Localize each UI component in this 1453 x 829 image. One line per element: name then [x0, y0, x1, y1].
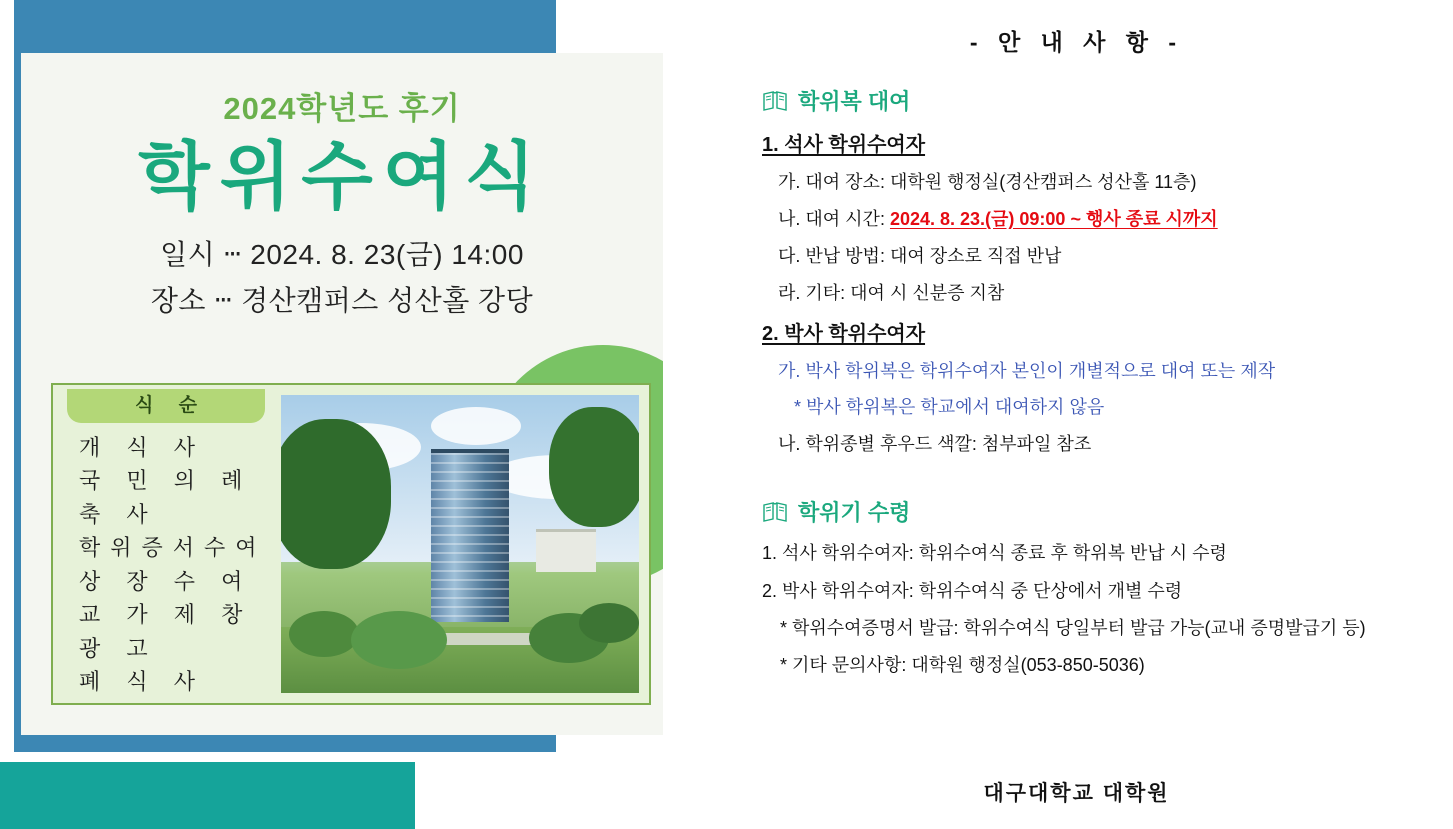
- list-item: 폐 식 사: [79, 669, 205, 695]
- book-icon: [762, 502, 788, 522]
- teal-band-decoration: [0, 762, 415, 829]
- program-box: [51, 383, 651, 705]
- list-item-text: 1. 석사 학위수여자: [762, 134, 926, 156]
- list-item: 교 가 제 창: [79, 602, 253, 628]
- cloud-shape: [431, 407, 521, 445]
- poster-text-block: [21, 53, 663, 319]
- rental-time-highlight: 2024. 8. 23.(금) 09:00 ~ 행사 종료 시까지: [889, 209, 1218, 229]
- section-title-label: 학위복 대여: [798, 89, 911, 114]
- list-item: 학위증서수여: [79, 535, 267, 561]
- poster-datetime: 일시 ⵈ 2024. 8. 23(금) 14:00: [160, 239, 524, 271]
- list-item: 광 고: [79, 635, 158, 661]
- program-list-column: [53, 385, 281, 703]
- list-item-text: 2. 박사 학위수여자: [762, 323, 926, 345]
- poster-title: 학위수여식: [138, 135, 546, 218]
- seongsan-hall-building: [431, 449, 509, 623]
- list-item: 가. 박사 학위복은 학위수여자 본인이 개별적으로 대여 또는 제작: [778, 361, 1276, 381]
- notice-panel: [700, 0, 1453, 829]
- list-item: 2. 박사 학위수여자: 학위수여식 중 단상에서 개별 수령: [762, 581, 1183, 601]
- campus-photo: [281, 395, 639, 693]
- bush-shape: [289, 611, 359, 657]
- side-building: [536, 529, 596, 572]
- list-item: 축 사: [79, 501, 158, 527]
- list-item: [762, 317, 1453, 346]
- list-item: 국 민 의 례: [79, 468, 253, 494]
- list-item: 1. 석사 학위수여자: 학위수여식 종료 후 학위복 반납 시 수령: [762, 543, 1227, 563]
- list-item: * 학위수여증명서 발급: 학위수여식 당일부터 발급 가능(교내 증명발급기 등): [780, 618, 1366, 638]
- section-gown-rental: [700, 85, 1453, 456]
- poster-location: 장소 ⵈ 경산캠퍼스 성산홀 강당: [150, 285, 534, 317]
- tree-shape: [281, 419, 391, 569]
- bush-shape: [351, 611, 447, 669]
- section-lines: [762, 128, 1453, 456]
- list-item: 라. 기타: 대여 시 신분증 지참: [778, 283, 1005, 303]
- program-list: [53, 431, 281, 699]
- list-item: 가. 대여 장소: 대학원 행정실(경산캠퍼스 성산홀 11층): [778, 172, 1197, 192]
- list-item: [762, 205, 1453, 231]
- section-lines: [762, 539, 1453, 677]
- notice-footer: 대구대학교 대학원: [983, 782, 1170, 805]
- list-item: 나. 학위종별 후우드 색깔: 첨부파일 참조: [778, 434, 1092, 454]
- section-diploma-pickup: [700, 496, 1453, 677]
- poster-panel: [0, 0, 556, 829]
- list-item: * 기타 문의사항: 대학원 행정실(053-850-5036): [780, 655, 1145, 675]
- list-item: 다. 반납 방법: 대여 장소로 직접 반납: [778, 246, 1062, 266]
- notice-heading: - 안 내 사 항 -: [969, 29, 1184, 55]
- list-item: * 박사 학위복은 학교에서 대여하지 않음: [794, 397, 1105, 417]
- bush-shape: [579, 603, 639, 643]
- list-item-prefix: 나. 대여 시간:: [778, 209, 890, 229]
- section-title: [762, 85, 1453, 116]
- list-item: 상 장 수 여: [79, 568, 253, 594]
- program-tag-label: 식 순: [67, 389, 265, 423]
- poster-year: 2024학년도 후기: [223, 91, 461, 126]
- section-title: [762, 496, 1453, 527]
- tree-shape: [549, 407, 639, 527]
- list-item: [762, 128, 1453, 157]
- list-item: 개 식 사: [79, 435, 205, 460]
- poster-card: [21, 53, 663, 735]
- section-title-label: 학위기 수령: [798, 500, 911, 525]
- book-icon: [762, 91, 788, 111]
